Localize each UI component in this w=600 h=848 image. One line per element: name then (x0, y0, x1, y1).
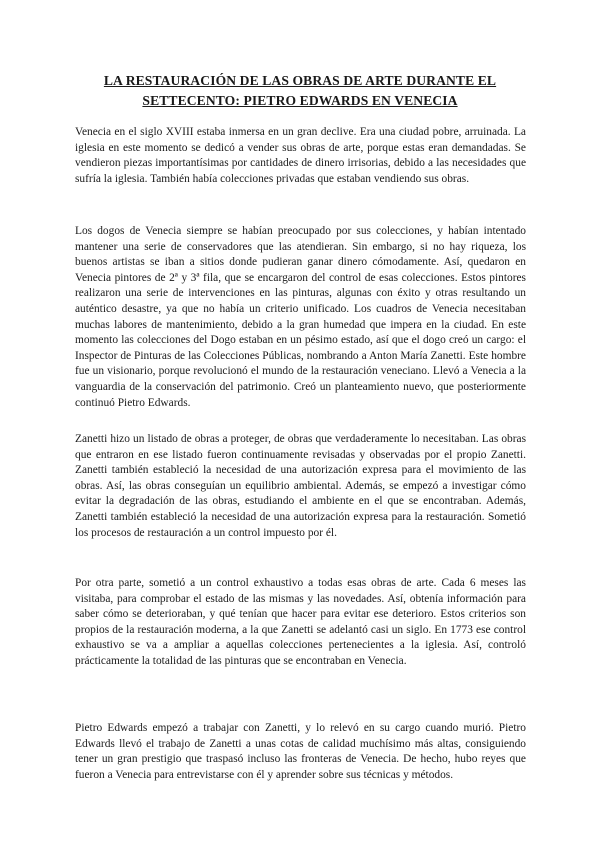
paragraph-exhaustive-control: Por otra parte, sometió a un control exhaustivo a todas esas obras de arte. Cada 6 meses las visitaba, para comprobar el estado de las mismas y las novedades. Así, obtenía información para saber cómo se deterioraban, y qué tenían que hacer para evitar ese deterioro. Estos criterios son propios de la restauración moderna, a la que Zanetti se adelantó casi un siglo. En 1773 ese control exhaustivo se va a ampliar a aquellas colecciones pertenecientes a la iglesia. Así, controló prácticamente la totalidad de las pinturas que se encontraban en Venecia. (75, 577, 526, 667)
paragraph-decline-of-venice: Venecia en el siglo XVIII estaba inmersa en un gran declive. Era una ciudad pobre, arruinada. La iglesia en este momento se dedicó a vender sus obras de arte, porque estas eran demandadas. Se vendieron piezas importantísimas por cantidades de dinero irrisorias, debido a las necesidades que sufría la iglesia. También había colecciones privadas que estaban vendiendo sus obras. (75, 126, 526, 185)
paragraph-zanetti-listing: Zanetti hizo un listado de obras a proteger, de obras que verdaderamente lo necesitaban. Las obras que entraron en ese listado fueron continuamente revisadas y observadas por el propio Zanetti. Zanetti también estableció la necesidad de una autorización expresa para el movimiento de las obras. Así, las obras conseguían un equilibrio ambiental. Además, se empezó a investigar cómo evitar la degradación de las obras, estudiando el ambiente en el que se encontraban. Además, Zanetti también estableció la necesidad de una autorización expresa para la restauración. Sometió los procesos de restauración a un control impuesto por él. (75, 433, 526, 539)
paragraph-pietro-edwards: Pietro Edwards empezó a trabajar con Zanetti, y lo relevó en su cargo cuando murió. Pietro Edwards llevó el trabajo de Zanetti a unas cotas de calidad muchísimo más altas, consiguiendo tener un gran prestigio que traspasó incluso las fronteras de Venecia. De hecho, hubo reyes que fueron a Venecia para entrevistarse con él y aprender sobre sus técnicas y métodos. (75, 722, 526, 781)
document-title: LA RESTAURACIÓN DE LAS OBRAS DE ARTE DURANTE EL SETTECENTO: PIETRO EDWARDS EN VENECIA (103, 73, 497, 108)
paragraph-doges-collections: Los dogos de Venecia siempre se habían preocupado por sus colecciones, y habían intentado mantener una serie de conservadores que las atendieran. Sin embargo, si no hay riqueza, los buenos artistas se iban a sitios donde pudieran ganar dinero cómodamente. Así, quedaron en Venecia pintores de 2ª y 3ª fila, que se encargaron del control de esas colecciones. Estos pintores realizaron una serie de intervenciones en las pinturas, algunas con éxito y otras resultando un auténtico desastre, ya que no había un criterio unificado. Los cuadros de Venecia necesitaban muchas labores de mantenimiento, debido a la gran humedad que impera en la ciudad. En este momento las colecciones del Dogo estaban en un pésimo estado, así que el dogo creó un cargo: el Inspector de Pinturas de las Colecciones Públicas, nombrando a Anton María Zanetti. Este hombre fue un visionario, porque revolucionó el mundo de la restauración veneciano. Llevó a Venecia a la vanguardia de la conservación del patrimonio. Creó un planteamiento nuevo, que posteriormente continuó Pietro Edwards. (75, 225, 526, 409)
